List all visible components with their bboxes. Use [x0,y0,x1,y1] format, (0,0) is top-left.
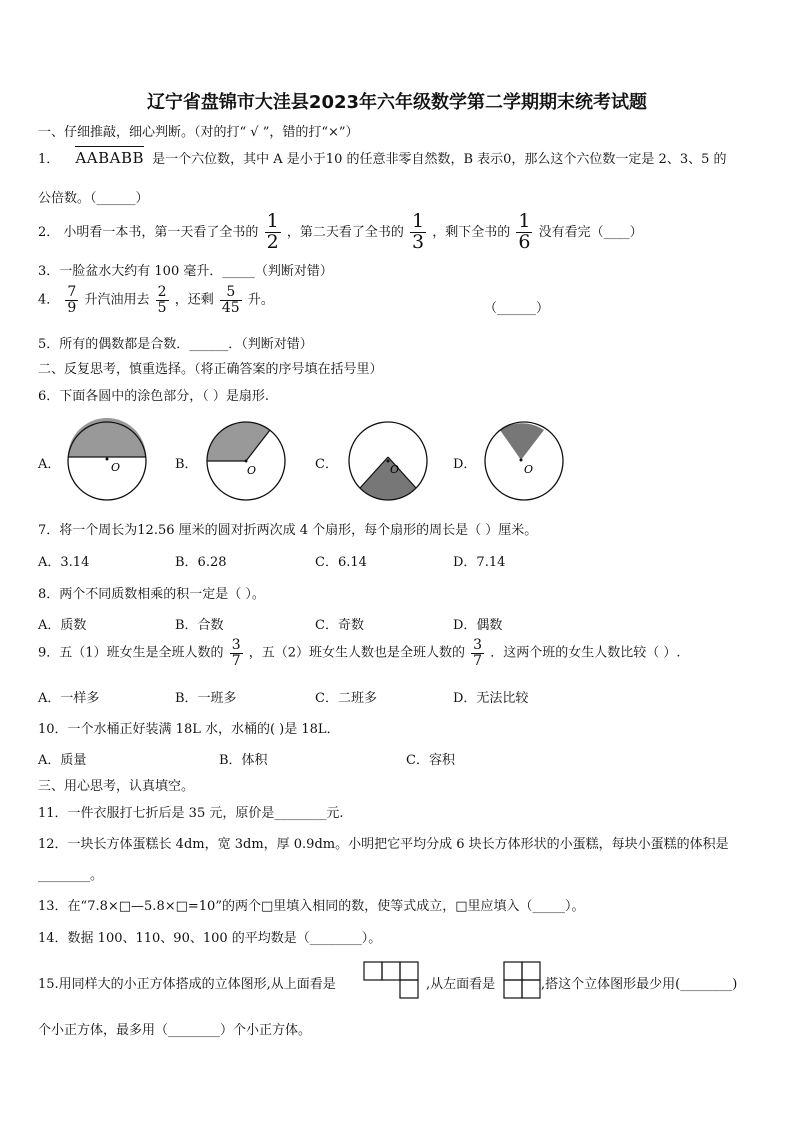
option-c: C．容积 [406,753,455,768]
overlined-number: AABABB [75,146,144,167]
question-1-continued: 公倍数。（______） [38,191,149,206]
option-d: D．7.14 [453,555,506,570]
fraction: $\frac{5}{45}$ [221,284,240,316]
option-a: A．3.14 [38,555,90,570]
question-15-part-c: ,搭这个立体图形最少用(________) [541,977,738,992]
top-view-figure [363,961,423,999]
question-text: ，还剩 [174,292,214,308]
question-text: ，第二天看了全书的 [286,224,404,240]
option-b: B．一班多 [175,691,237,706]
option-b: B．6.28 [175,555,227,570]
option-c: C．6.14 [315,555,367,570]
question-14: 14．数据 100、110、90、100 的平均数是（________）。 [38,931,382,946]
fraction: $\frac{3}{7}$ [231,637,241,669]
option-a: A．质量 [38,753,87,768]
question-2 [38,212,643,253]
circle-figure-b [203,418,289,504]
answer-blank: （______） [484,301,550,316]
question-text: 升汽油用去 [84,292,150,308]
question-8: 8．两个不同质数相乘的积一定是（ ）。 [38,587,265,602]
center-label: O [247,464,257,477]
center-label: O [390,463,400,476]
option-c: C．奇数 [315,618,364,633]
circle-figure-a [64,418,150,504]
question-15-part-b: ,从左面看是 [426,977,496,992]
question-text: 9．五（1）班女生是全班人数的 [38,645,224,661]
question-text: ，五（2）班女生人数也是全班人数的 [248,645,466,661]
section-heading-1: 一、仔细推敲，细心判断。（对的打“ √ ”，错的打“×”） [38,125,359,140]
option-d: D．无法比较 [453,691,529,706]
option-label-b: B． [175,457,198,472]
question-15-continued: 个小正方体，最多用（________）个小正方体。 [38,1023,312,1038]
question-number: 2． [38,224,60,240]
question-1 [38,148,727,167]
fraction: $\frac{2}{5}$ [157,284,167,316]
fraction: $\frac{1}{6}$ [518,210,531,253]
fraction: $\frac{1}{2}$ [266,210,279,253]
fraction: $\frac{1}{3}$ [411,210,425,253]
question-text: 升。 [247,292,274,308]
question-5: 5．所有的偶数都是合数．______．（判断对错） [38,337,313,352]
option-label-c: C． [315,457,338,472]
fraction: $\frac{7}{9}$ [67,284,77,316]
question-6: 6．下面各圆中的涂色部分，（ ）是扇形. [38,389,270,404]
question-number: 4． [38,292,60,308]
question-12-continued: ________。 [38,868,104,883]
question-10: 10．一个水桶正好装满 18L 水，水桶的( )是 18L． [38,722,340,737]
center-label: O [111,461,121,474]
option-label-d: D． [453,457,477,472]
left-view-figure [503,961,543,999]
question-3: 3．一脸盆水大约有 100 毫升．_____（判断对错） [38,264,333,279]
question-4 [38,285,274,315]
question-text: ．这两个班的女生人数比较（ ）. [490,645,681,661]
section-heading-3: 三、用心思考，认真填空。 [38,779,195,794]
question-text: 没有看完（____） [538,224,643,240]
section-heading-2: 二、反复思考，慎重选择。（将正确答案的序号填在括号里） [38,362,383,377]
fraction: $\frac{3}{7}$ [473,637,483,669]
question-9 [38,638,681,668]
option-b: B．体积 [219,753,268,768]
question-7: 7．将一个周长为12.56 厘米的圆对折两次成 4 个扇形，每个扇形的周长是（ ）厘米。 [38,523,538,538]
question-text: 小明看一本书，第一天看了全书的 [63,224,259,240]
question-13: 13．在“7.8×□—5.8×□=10”的两个□里填入相同的数，使等式成立，□里应填入（_____）。 [38,899,585,914]
option-b: B．合数 [175,618,224,633]
question-11: 11．一件衣服打七折后是 35 元，原价是________元. [38,806,344,821]
option-d: D．偶数 [453,618,503,633]
option-a: A．质数 [38,618,87,633]
question-15-part-a: 15.用同样大的小正方体搭成的立体图形,从上面看是 [38,977,336,992]
question-12: 12．一块长方体蛋糕长 4dm，宽 3dm，厚 0.9dm。小明把它平均分成 6 块长方体形状的小蛋糕，每块小蛋糕的体积是 [38,837,729,852]
page-title: 辽宁省盘锦市大洼县2023年六年级数学第二学期期末统考试题 [146,92,648,113]
circle-figure-c [345,418,431,504]
option-c: C．二班多 [315,691,377,706]
option-label-a: A． [38,457,61,472]
question-number: 1． [38,152,60,167]
option-a: A．一样多 [38,691,100,706]
question-text: ，剩下全书的 [432,224,511,240]
center-label: O [524,463,534,476]
circle-figure-d [481,418,567,504]
question-text: 是一个六位数，其中 A 是小于10 的任意非零自然数，B 表示0，那么这个六位数一定是 2、3、5 的 [152,152,727,167]
